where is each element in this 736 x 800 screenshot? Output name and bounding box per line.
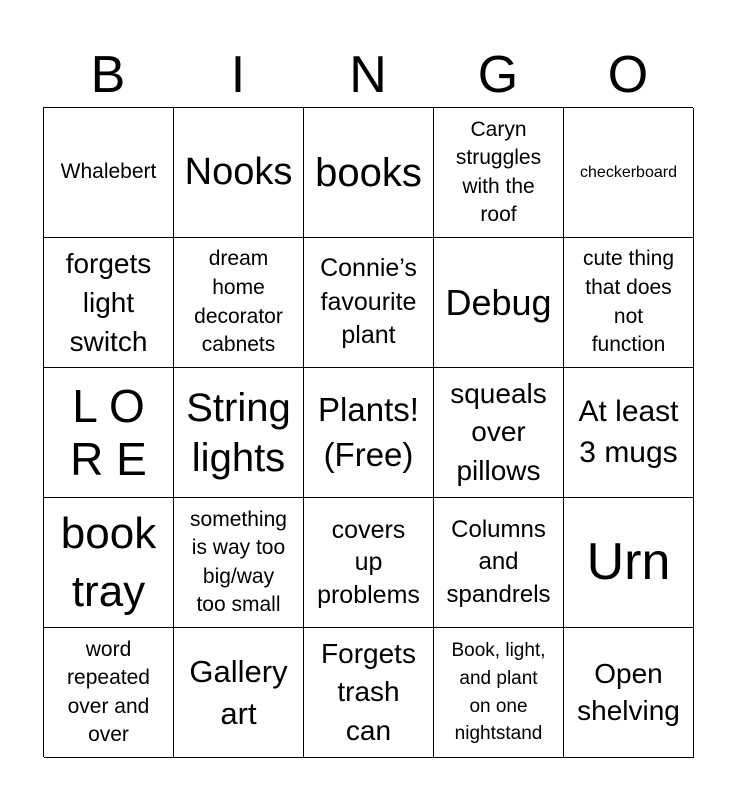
cell-text: Debug [445,281,552,323]
bingo-cell-n3[interactable] [304,368,434,498]
header-letter-o: O [607,46,649,104]
bingo-cell-o4[interactable] [564,498,694,628]
cell-text: String lights [186,385,291,480]
bingo-cell-b2[interactable] [44,238,174,368]
bingo-cell-i2[interactable] [174,238,304,368]
bingo-cell-o3[interactable] [564,368,694,498]
bingo-header [43,44,693,106]
cell-text: Open shelving [577,658,680,726]
bingo-cell-g1[interactable] [434,108,564,238]
cell-text: cute thing that does not function [582,246,675,357]
cell-text: squeals over pillows [450,377,547,486]
cell-text: forgets light switch [65,247,152,358]
cell-text: word repeated over and over [67,637,150,746]
cell-text: Connie’s favourite plant [320,253,417,350]
cell-text: books [315,150,422,195]
bingo-cell-n2[interactable] [304,238,434,368]
cell-text: Gallery art [189,653,288,731]
bingo-cell-o5[interactable] [564,628,694,758]
bingo-cell-i1[interactable] [174,108,304,238]
cell-text: book tray [60,509,157,616]
header-letter-n: N [349,46,387,104]
cell-text: Whalebert [60,160,157,184]
bingo-cell-o2[interactable] [564,238,694,368]
bingo-cell-g4[interactable] [434,498,564,628]
cell-text: Caryn struggles with the roof [455,117,542,226]
bingo-cell-b1[interactable] [44,108,174,238]
bingo-grid [43,107,693,757]
cell-text: something is way too big/way too small [190,507,287,616]
cell-text: At least 3 mugs [578,395,679,469]
cell-text: dream home decorator cabnets [194,246,283,357]
bingo-cell-o1[interactable] [564,108,694,238]
cell-text: L O R E [70,379,147,485]
header-letter-b: B [90,46,126,104]
bingo-cell-b4[interactable] [44,498,174,628]
bingo-cell-g3[interactable] [434,368,564,498]
cell-text: Book, light, and plant on one nightstand [451,640,546,745]
header-letter-i: I [230,46,246,104]
cell-text: Nooks [184,150,293,193]
bingo-cell-n1[interactable] [304,108,434,238]
bingo-cell-b3[interactable] [44,368,174,498]
bingo-cell-g5[interactable] [434,628,564,758]
cell-text: covers up problems [317,515,420,609]
cell-text: checkerboard [580,163,677,181]
bingo-cell-g2[interactable] [434,238,564,368]
bingo-cell-i4[interactable] [174,498,304,628]
bingo-cell-n5[interactable] [304,628,434,758]
bingo-cell-i5[interactable] [174,628,304,758]
cell-text: Columns and spandrels [446,515,551,608]
bingo-cell-i3[interactable] [174,368,304,498]
bingo-cell-b5[interactable] [44,628,174,758]
cell-text: Plants! (Free) [318,390,419,473]
header-letter-g: G [477,46,519,104]
cell-text: Urn [586,532,671,591]
bingo-cell-n4[interactable] [304,498,434,628]
cell-text: Forgets trash can [321,637,416,746]
